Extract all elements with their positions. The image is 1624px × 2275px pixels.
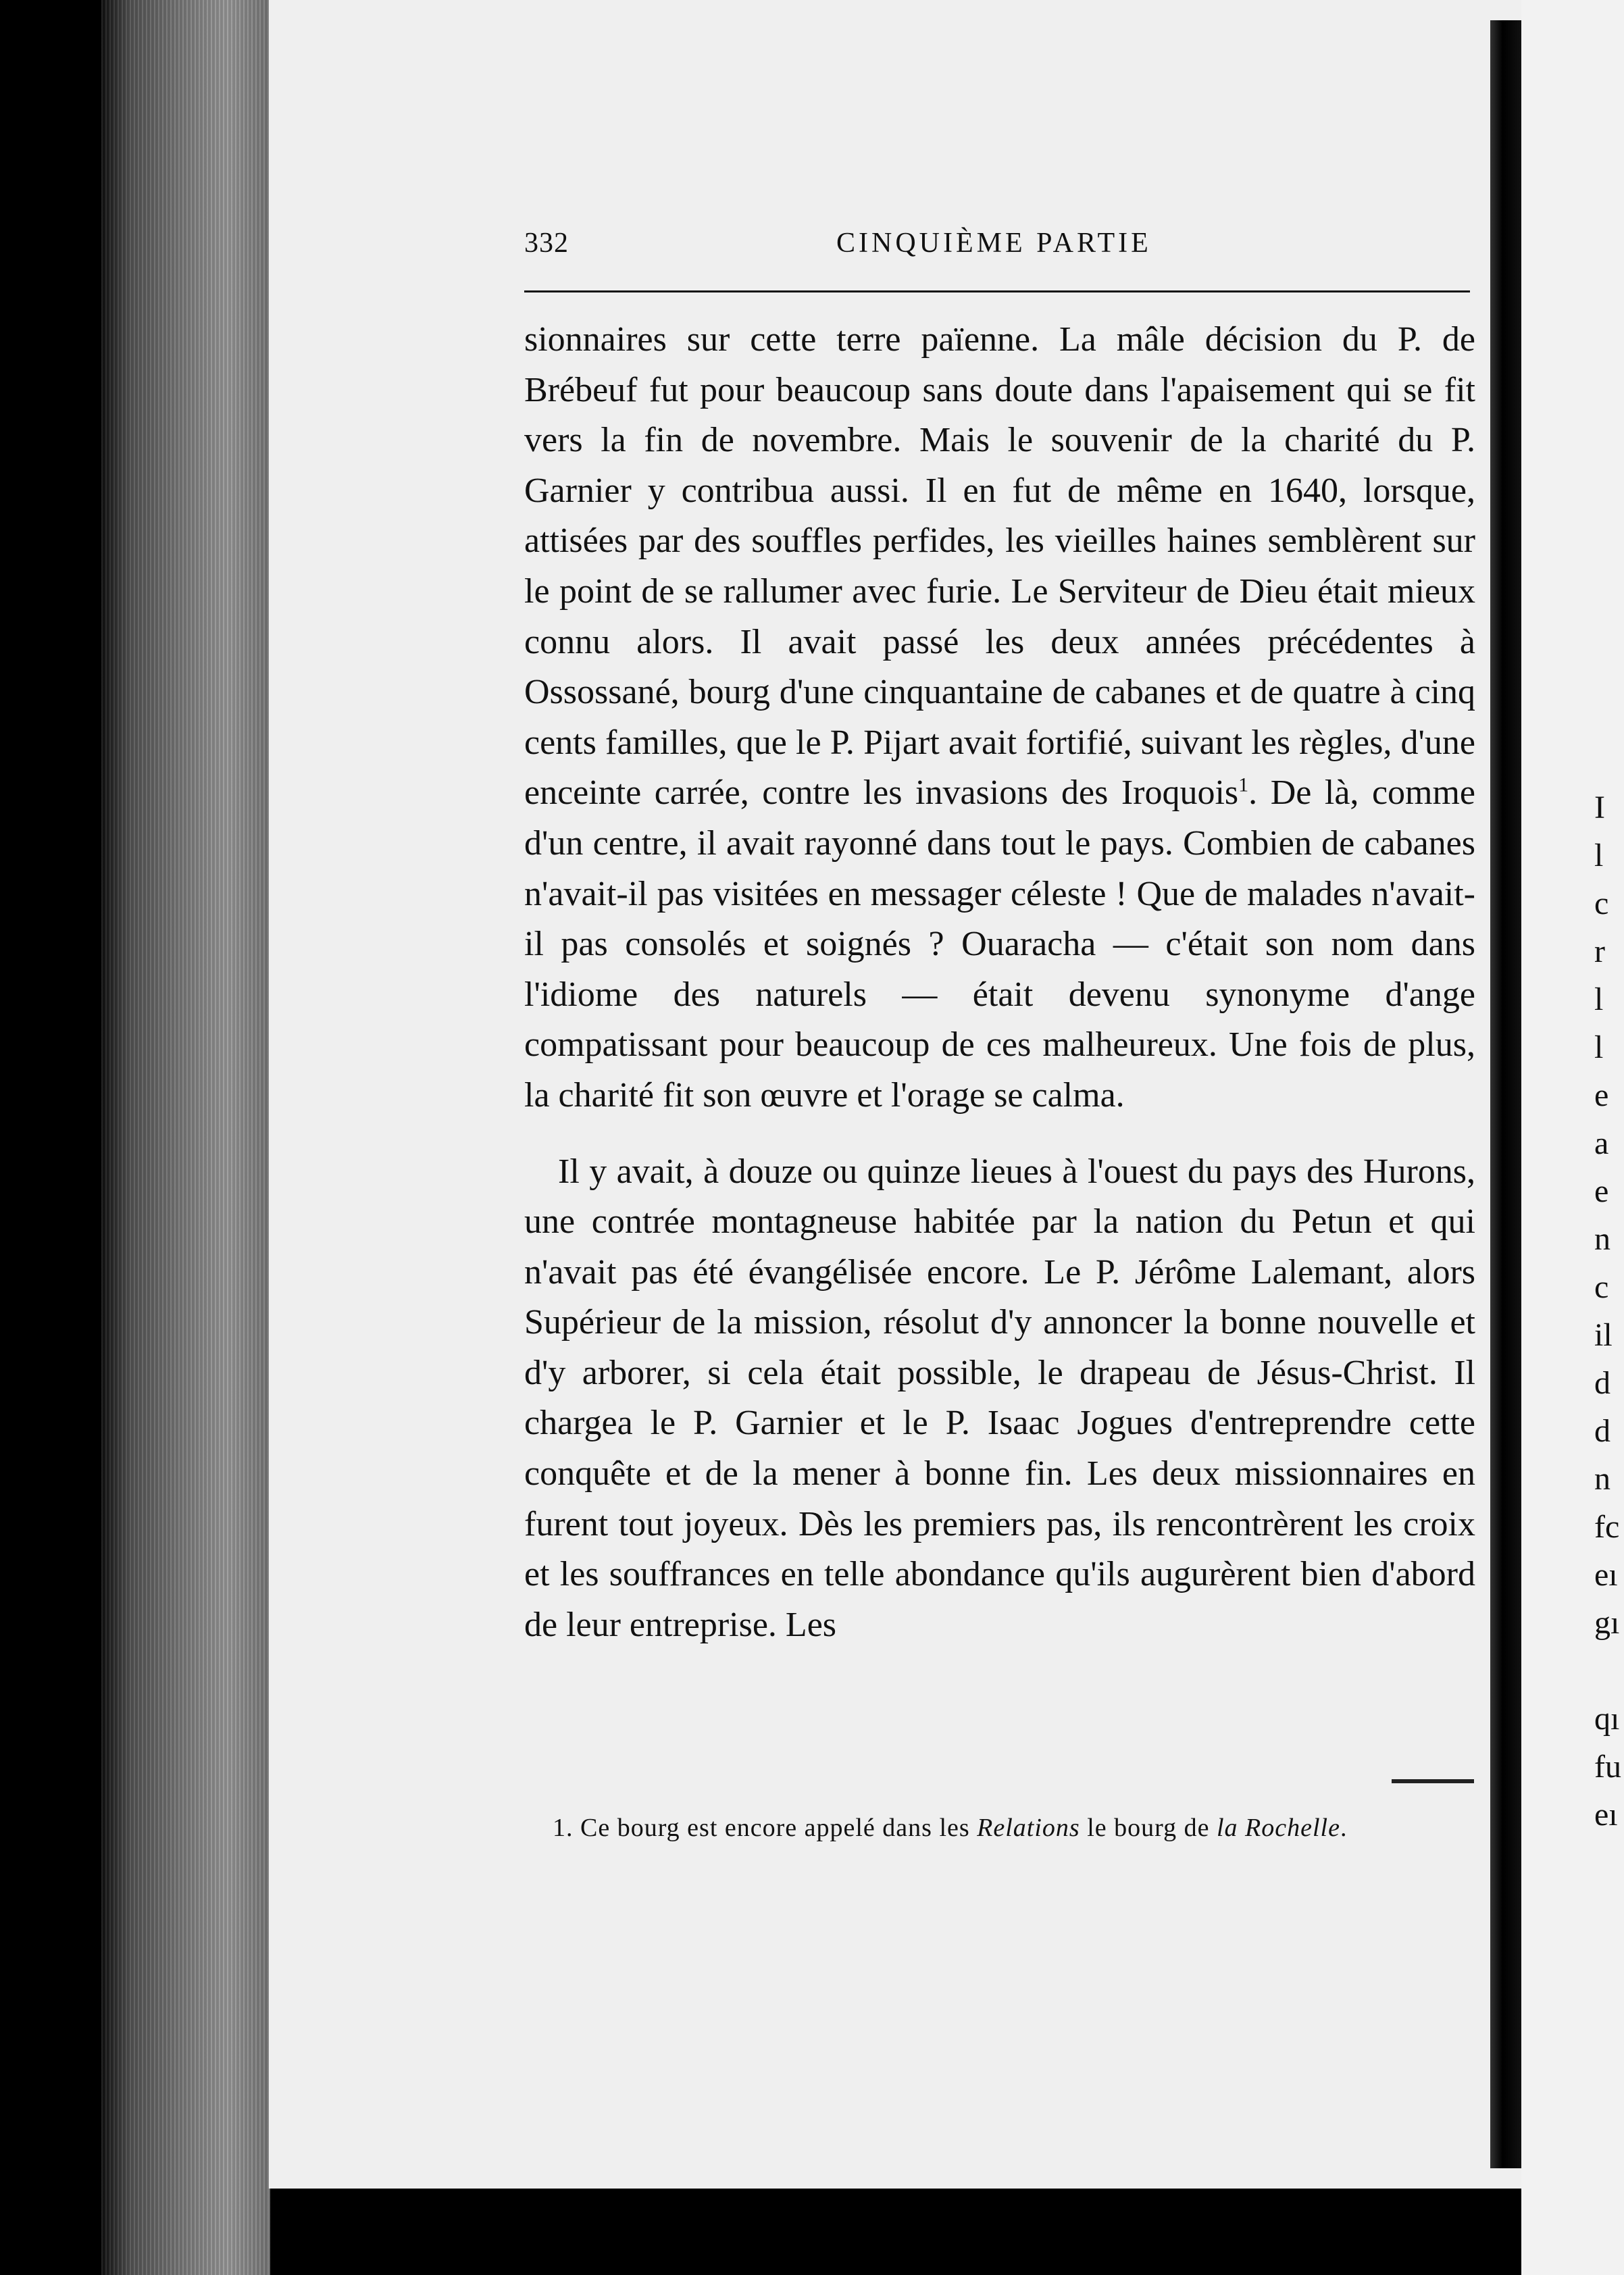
footnote-number: 1. [553, 1814, 574, 1842]
paragraph-2: Il y avait, à douze ou quinze lieues à l'ouest du pays des Hurons, une contrée montagneuse habitée par la nation du Petun et qui n'avait pas été évangélisée encore. Le P. Jérôme Lalemant, alors Supérieur de la mission, résolut d'y annoncer la bonne nouvelle et d'y arborer, si cela était possible, le drapeau de Jésus-Christ. Il chargea le P. Garnier et le P. Isaac Jogues d'entreprendre cette conquête et de la mener à bonne fin. Les deux missionnaires en furent tout joyeux. Dès les premiers pas, ils rencontrèrent les croix et les souffrances en telle abondance qu'ils augurèrent bien d'abord de leur entreprise. Les [524, 1152, 1475, 1644]
facing-page-fragment: eı [1594, 1797, 1618, 1833]
paragraph-1-text-a: sionnaires sur cette terre païenne. La mâle décision du P. de Brébeuf fut pour beaucoup sans doute dans l'apaisement qui se fit vers la fin de novembre. Mais le souvenir de la charité du P. Garnier y contribua aussi. Il en fut de même en 1640, lorsque, attisées par des souffles perfides, les vieilles haines semblèrent sur le point de se rallumer avec furie. Le Serviteur de Dieu était mieux connu alors. Il avait passé les deux années précédentes à Ossossané, bourg d'une cinquantaine de cabanes et de quatre à cinq cents familles, que le P. Pijart avait fortifié, suivant les règles, d'une enceinte carrée, contre les invasions des Iroquois [524, 320, 1475, 813]
facing-page-fragment: fu [1594, 1749, 1621, 1785]
body-text [524, 315, 1475, 1650]
paragraph-1-text-b: . De là, comme d'un centre, il avait rayonné dans tout le pays. Combien de cabanes n'avait-il pas visitées en messager céleste ! Que de malades n'avait-il pas consolés et soignés ? Ouaracha — c'était son nom dans l'idiome des naturels — était devenu synonyme d'ange compatissant pour beaucoup de ces malheureux. Une fois de plus, la charité fit son œuvre et l'orage se calma. [524, 773, 1476, 1115]
facing-page-fragment: n [1594, 1461, 1610, 1497]
facing-page-fragment: l [1594, 838, 1604, 873]
paragraph-1 [524, 315, 1475, 1121]
facing-page-fragment: e [1594, 1173, 1609, 1209]
footnote-text-a: Ce bourg est encore appelé dans les [580, 1814, 970, 1842]
facing-page-fragment: l [1594, 1029, 1604, 1065]
footnote-text-c: . [1340, 1814, 1348, 1842]
facing-page-fragment: a [1594, 1125, 1609, 1161]
footnote-text-b: le bourg de [1087, 1814, 1210, 1842]
facing-page-fragment: e [1594, 1077, 1609, 1113]
footnote-mark [1392, 1779, 1474, 1783]
facing-page-fragment: l [1594, 981, 1604, 1017]
facing-page-fragment: I [1594, 790, 1605, 825]
footnote-italic-rochelle: la Rochelle [1216, 1814, 1340, 1842]
facing-page-fragment: d [1594, 1365, 1610, 1401]
running-head: CINQUIÈME PARTIE [836, 228, 1152, 259]
header-rule [524, 290, 1470, 292]
facing-page-fragment: c [1594, 1269, 1609, 1305]
page-header [524, 227, 1470, 267]
facing-page-fragment [1594, 1647, 1624, 1695]
facing-page-fragment: il [1594, 1317, 1613, 1353]
facing-page-fragment: gı [1594, 1605, 1620, 1641]
facing-page-fragment: fc [1594, 1509, 1620, 1545]
footnote [553, 1813, 1498, 1843]
facing-page-fragment: c [1594, 886, 1609, 921]
page-number: 332 [524, 228, 569, 259]
facing-page-fragment: r [1594, 934, 1605, 969]
facing-page-fragment: qı [1594, 1701, 1620, 1737]
book-gutter-shadow [1490, 20, 1521, 2168]
facing-page-text-fragments [1594, 784, 1624, 1839]
facing-page-fragment: n [1594, 1221, 1610, 1257]
facing-page-fragment: eı [1594, 1557, 1618, 1593]
footnote-reference: 1 [1238, 774, 1249, 797]
book-page-edge-texture [101, 0, 270, 2275]
facing-page-fragment: d [1594, 1413, 1610, 1449]
footnote-italic-relations: Relations [977, 1814, 1080, 1842]
